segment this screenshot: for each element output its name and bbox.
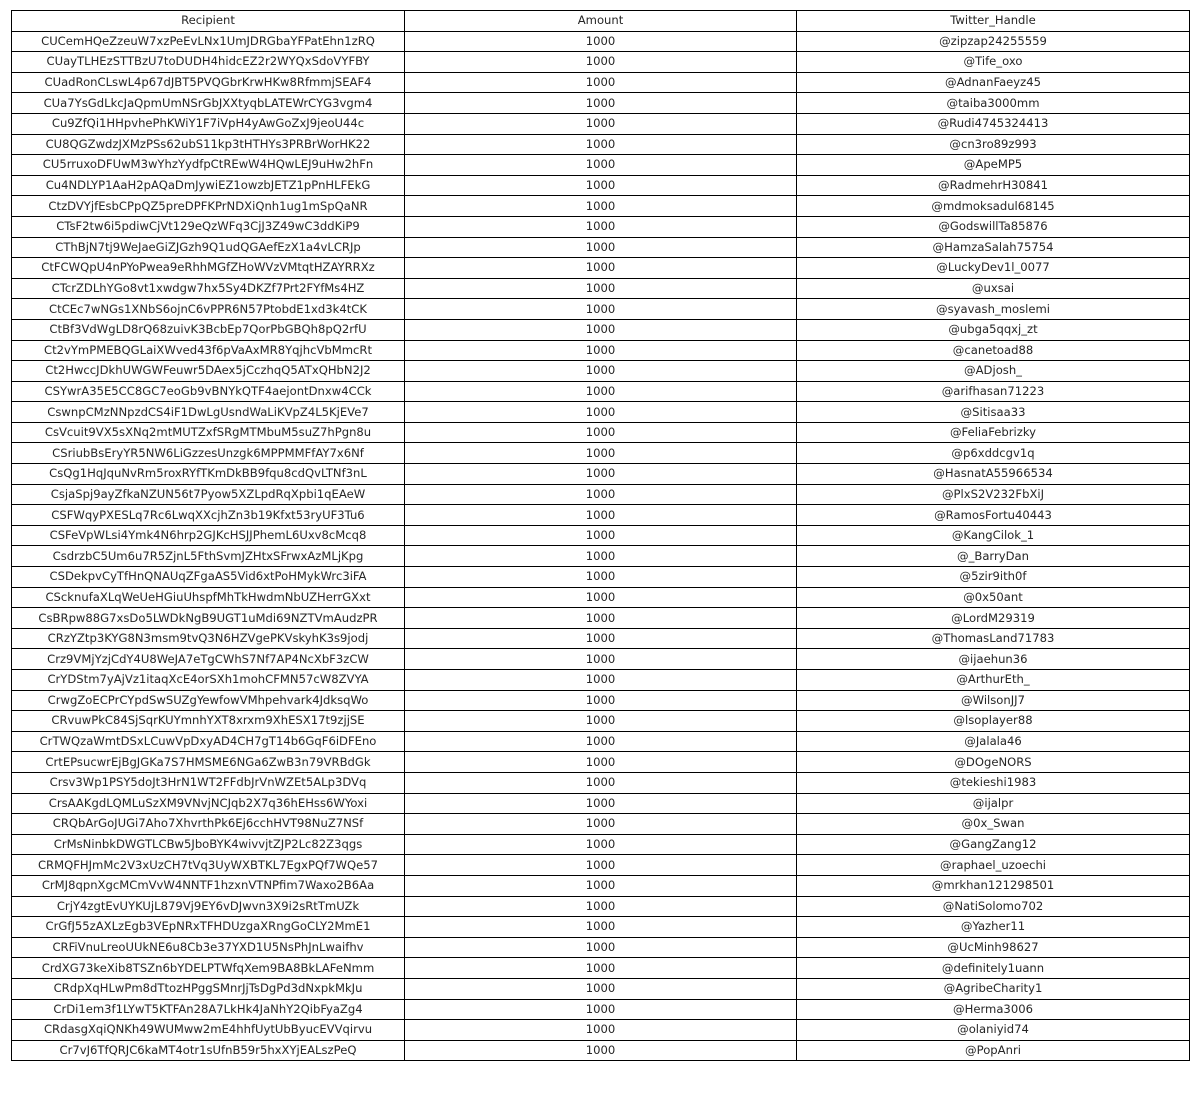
cell-recipient: CScknufaXLqWeUeHGiuUhspfMhTkHwdmNbUZHerrGXxt bbox=[12, 587, 405, 608]
table-row bbox=[12, 278, 1190, 299]
cell-amount: 1000 bbox=[405, 999, 797, 1020]
cell-recipient: CrDi1em3f1LYwT5KTFAn28A7LkHk4JaNhY2QibFyaZg4 bbox=[12, 999, 405, 1020]
cell-recipient: CsdrzbC5Um6u7R5ZjnL5FthSvmJZHtxSFrwxAzMLjKpg bbox=[12, 546, 405, 567]
cell-recipient: CRdasgXqiQNKh49WUMww2mE4hhfUytUbByucEVVqirvu bbox=[12, 1020, 405, 1041]
cell-twitter-handle: @HasnatA55966534 bbox=[797, 464, 1190, 485]
cell-twitter-handle: @ADjosh_ bbox=[797, 361, 1190, 382]
table-row bbox=[12, 1040, 1190, 1061]
cell-recipient: CswnpCMzNNpzdCS4iF1DwLgUsndWaLiKVpZ4L5KjEVe7 bbox=[12, 402, 405, 423]
table-row bbox=[12, 319, 1190, 340]
cell-amount: 1000 bbox=[405, 402, 797, 423]
cell-amount: 1000 bbox=[405, 340, 797, 361]
table-row bbox=[12, 917, 1190, 938]
cell-recipient: CRvuwPkC84SjSqrKUYmnhYXT8xrxm9XhESX17t9zjjSE bbox=[12, 711, 405, 732]
cell-twitter-handle: @uxsai bbox=[797, 278, 1190, 299]
cell-twitter-handle: @0x50ant bbox=[797, 587, 1190, 608]
cell-recipient: CRQbArGoJUGi7Aho7XhvrthPk6Ej6cchHVT98NuZ7NSf bbox=[12, 814, 405, 835]
cell-recipient: CThBjN7tj9WeJaeGiZJGzh9Q1udQGAefEzX1a4vLCRJp bbox=[12, 237, 405, 258]
cell-amount: 1000 bbox=[405, 896, 797, 917]
cell-recipient: CUayTLHEzSTTBzU7toDUDH4hidcEZ2r2WYQxSdoVYFBY bbox=[12, 52, 405, 73]
cell-twitter-handle: @zipzap24255559 bbox=[797, 31, 1190, 52]
table-row bbox=[12, 361, 1190, 382]
table-body bbox=[12, 31, 1190, 1061]
cell-recipient: CRzYZtp3KYG8N3msm9tvQ3N6HZVgePKVskyhK3s9jodj bbox=[12, 628, 405, 649]
cell-twitter-handle: @KangCilok_1 bbox=[797, 525, 1190, 546]
cell-recipient: CtBf3VdWgLD8rQ68zuivK3BcbEp7QorPbGBQh8pQ2rfU bbox=[12, 319, 405, 340]
cell-amount: 1000 bbox=[405, 567, 797, 588]
cell-amount: 1000 bbox=[405, 628, 797, 649]
cell-twitter-handle: @mdmoksadul68145 bbox=[797, 196, 1190, 217]
table-row bbox=[12, 670, 1190, 691]
cell-twitter-handle: @ijaehun36 bbox=[797, 649, 1190, 670]
table-header-row bbox=[12, 11, 1190, 32]
cell-twitter-handle: @raphael_uzoechi bbox=[797, 855, 1190, 876]
cell-amount: 1000 bbox=[405, 237, 797, 258]
table-row bbox=[12, 978, 1190, 999]
cell-recipient: CrjY4zgtEvUYKUjL879Vj9EY6vDJwvn3X9i2sRtTmUZk bbox=[12, 896, 405, 917]
table-row bbox=[12, 402, 1190, 423]
cell-twitter-handle: @ApeMP5 bbox=[797, 155, 1190, 176]
table-row bbox=[12, 299, 1190, 320]
table-row bbox=[12, 608, 1190, 629]
recipients-table-container bbox=[11, 10, 1189, 1061]
cell-twitter-handle: @WilsonJJ7 bbox=[797, 690, 1190, 711]
cell-twitter-handle: @definitely1uann bbox=[797, 958, 1190, 979]
cell-twitter-handle: @UcMinh98627 bbox=[797, 937, 1190, 958]
cell-recipient: CrTWQzaWmtDSxLCuwVpDxyAD4CH7gT14b6GqF6iDFEno bbox=[12, 731, 405, 752]
cell-recipient: Cr7vJ6TfQRJC6kaMT4otr1sUfnB59r5hxXYjEALszPeQ bbox=[12, 1040, 405, 1061]
cell-amount: 1000 bbox=[405, 464, 797, 485]
cell-amount: 1000 bbox=[405, 175, 797, 196]
table-row bbox=[12, 464, 1190, 485]
table-row bbox=[12, 690, 1190, 711]
column-header-amount: Amount bbox=[405, 11, 797, 32]
cell-amount: 1000 bbox=[405, 1020, 797, 1041]
table-row bbox=[12, 237, 1190, 258]
cell-twitter-handle: @PopAnri bbox=[797, 1040, 1190, 1061]
cell-amount: 1000 bbox=[405, 134, 797, 155]
cell-recipient: Crz9VMjYzjCdY4U8WeJA7eTgCWhS7Nf7AP4NcXbF3zCW bbox=[12, 649, 405, 670]
cell-recipient: CsQg1HqJquNvRm5roxRYfTKmDkBB9fqu8cdQvLTNf3nL bbox=[12, 464, 405, 485]
cell-twitter-handle: @HamzaSalah75754 bbox=[797, 237, 1190, 258]
cell-amount: 1000 bbox=[405, 649, 797, 670]
cell-amount: 1000 bbox=[405, 958, 797, 979]
column-header-twitter-handle: Twitter_Handle bbox=[797, 11, 1190, 32]
cell-recipient: CtCEc7wNGs1XNbS6ojnC6vPPR6N57PtobdE1xd3k4tCK bbox=[12, 299, 405, 320]
cell-amount: 1000 bbox=[405, 381, 797, 402]
cell-amount: 1000 bbox=[405, 278, 797, 299]
cell-amount: 1000 bbox=[405, 937, 797, 958]
cell-amount: 1000 bbox=[405, 1040, 797, 1061]
cell-twitter-handle: @_BarryDan bbox=[797, 546, 1190, 567]
column-header-recipient: Recipient bbox=[12, 11, 405, 32]
cell-amount: 1000 bbox=[405, 690, 797, 711]
cell-amount: 1000 bbox=[405, 834, 797, 855]
cell-recipient: Crsv3Wp1PSY5doJt3HrN1WT2FFdbJrVnWZEt5ALp3DVq bbox=[12, 772, 405, 793]
cell-twitter-handle: @Herma3006 bbox=[797, 999, 1190, 1020]
cell-amount: 1000 bbox=[405, 113, 797, 134]
table-row bbox=[12, 258, 1190, 279]
cell-recipient: CsVcuit9VX5sXNq2mtMUTZxfSRgMTMbuM5suZ7hPgn8u bbox=[12, 422, 405, 443]
table-row bbox=[12, 855, 1190, 876]
cell-recipient: CtFCWQpU4nPYoPwea9eRhhMGfZHoWVzVMtqtHZAYRRXz bbox=[12, 258, 405, 279]
table-header bbox=[12, 11, 1190, 32]
cell-amount: 1000 bbox=[405, 978, 797, 999]
cell-amount: 1000 bbox=[405, 216, 797, 237]
cell-recipient: CSYwrA35E5CC8GC7eoGb9vBNYkQTF4aejontDnxw4CCk bbox=[12, 381, 405, 402]
cell-twitter-handle: @syavash_moslemi bbox=[797, 299, 1190, 320]
cell-amount: 1000 bbox=[405, 546, 797, 567]
cell-twitter-handle: @ijalpr bbox=[797, 793, 1190, 814]
table-row bbox=[12, 958, 1190, 979]
cell-recipient: CrdXG73keXib8TSZn6bYDELPTWfqXem9BA8BkLAFeNmm bbox=[12, 958, 405, 979]
table-row bbox=[12, 422, 1190, 443]
cell-recipient: CSFeVpWLsi4Ymk4N6hrp2GJKcHSJJPhemL6Uxv8cMcq8 bbox=[12, 525, 405, 546]
cell-twitter-handle: @FeliaFebrizky bbox=[797, 422, 1190, 443]
cell-twitter-handle: @AgribeCharity1 bbox=[797, 978, 1190, 999]
cell-twitter-handle: @cn3ro89z993 bbox=[797, 134, 1190, 155]
cell-twitter-handle: @p6xddcgv1q bbox=[797, 443, 1190, 464]
cell-twitter-handle: @ArthurEth_ bbox=[797, 670, 1190, 691]
cell-twitter-handle: @0x_Swan bbox=[797, 814, 1190, 835]
cell-twitter-handle: @AdnanFaeyz45 bbox=[797, 72, 1190, 93]
cell-amount: 1000 bbox=[405, 608, 797, 629]
cell-recipient: CrMsNinbkDWGTLCBw5JboBYK4wivvjtZJP2Lc82Z3qgs bbox=[12, 834, 405, 855]
cell-amount: 1000 bbox=[405, 258, 797, 279]
table-row bbox=[12, 381, 1190, 402]
table-row bbox=[12, 731, 1190, 752]
table-row bbox=[12, 1020, 1190, 1041]
table-row bbox=[12, 505, 1190, 526]
cell-twitter-handle: @LordM29319 bbox=[797, 608, 1190, 629]
table-row bbox=[12, 937, 1190, 958]
table-row bbox=[12, 155, 1190, 176]
table-row bbox=[12, 999, 1190, 1020]
cell-recipient: CSDekpvCyTfHnQNAUqZFgaAS5Vid6xtPoHMykWrc3iFA bbox=[12, 567, 405, 588]
cell-amount: 1000 bbox=[405, 814, 797, 835]
cell-twitter-handle: @arifhasan71223 bbox=[797, 381, 1190, 402]
cell-recipient: CrwgZoECPrCYpdSwSUZgYewfowVMhpehvark4JdksqWo bbox=[12, 690, 405, 711]
cell-recipient: CUadRonCLswL4p67dJBT5PVQGbrKrwHKw8RfmmjSEAF4 bbox=[12, 72, 405, 93]
cell-recipient: CrsAAKgdLQMLuSzXM9VNvjNCJqb2X7q36hEHss6WYoxi bbox=[12, 793, 405, 814]
table-row bbox=[12, 711, 1190, 732]
cell-twitter-handle: @tekieshi1983 bbox=[797, 772, 1190, 793]
cell-recipient: CUCemHQeZzeuW7xzPeEvLNx1UmJDRGbaYFPatEhn1zRQ bbox=[12, 31, 405, 52]
cell-recipient: CTcrZDLhYGo8vt1xwdgw7hx5Sy4DKZf7Prt2FYfMs4HZ bbox=[12, 278, 405, 299]
cell-twitter-handle: @NatiSolomo702 bbox=[797, 896, 1190, 917]
cell-twitter-handle: @canetoad88 bbox=[797, 340, 1190, 361]
cell-recipient: CRMQFHJmMc2V3xUzCH7tVq3UyWXBTKL7EgxPQf7WQe57 bbox=[12, 855, 405, 876]
cell-recipient: CTsF2tw6i5pdiwCjVt129eQzWFq3CjJ3Z49wC3ddKiP9 bbox=[12, 216, 405, 237]
cell-amount: 1000 bbox=[405, 52, 797, 73]
cell-twitter-handle: @Yazher11 bbox=[797, 917, 1190, 938]
cell-twitter-handle: @DOgeNORS bbox=[797, 752, 1190, 773]
table-row bbox=[12, 134, 1190, 155]
recipients-table bbox=[11, 10, 1190, 1061]
cell-amount: 1000 bbox=[405, 155, 797, 176]
cell-amount: 1000 bbox=[405, 31, 797, 52]
table-row bbox=[12, 72, 1190, 93]
table-row bbox=[12, 875, 1190, 896]
cell-amount: 1000 bbox=[405, 299, 797, 320]
table-row bbox=[12, 752, 1190, 773]
cell-twitter-handle: @mrkhan121298501 bbox=[797, 875, 1190, 896]
cell-twitter-handle: @GodswillTa85876 bbox=[797, 216, 1190, 237]
cell-amount: 1000 bbox=[405, 361, 797, 382]
cell-recipient: CU5rruxoDFUwM3wYhzYydfpCtREwW4HQwLEJ9uHw2hFn bbox=[12, 155, 405, 176]
table-row bbox=[12, 546, 1190, 567]
table-row bbox=[12, 772, 1190, 793]
cell-twitter-handle: @olaniyid74 bbox=[797, 1020, 1190, 1041]
cell-amount: 1000 bbox=[405, 505, 797, 526]
cell-amount: 1000 bbox=[405, 670, 797, 691]
cell-twitter-handle: @5zir9ith0f bbox=[797, 567, 1190, 588]
cell-twitter-handle: @RamosFortu40443 bbox=[797, 505, 1190, 526]
table-row bbox=[12, 567, 1190, 588]
cell-twitter-handle: @LuckyDev1l_0077 bbox=[797, 258, 1190, 279]
cell-amount: 1000 bbox=[405, 917, 797, 938]
table-row bbox=[12, 340, 1190, 361]
cell-recipient: Ct2vYmPMEBQGLaiXWved43f6pVaAxMR8YqjhcVbMmcRt bbox=[12, 340, 405, 361]
table-row bbox=[12, 793, 1190, 814]
cell-twitter-handle: @Sitisaa33 bbox=[797, 402, 1190, 423]
cell-amount: 1000 bbox=[405, 196, 797, 217]
table-row bbox=[12, 814, 1190, 835]
cell-amount: 1000 bbox=[405, 587, 797, 608]
table-row bbox=[12, 196, 1190, 217]
table-row bbox=[12, 628, 1190, 649]
cell-recipient: CrYDStm7yAjVz1itaqXcE4orSXh1mohCFMN57cW8ZVYA bbox=[12, 670, 405, 691]
cell-recipient: Cu9ZfQi1HHpvhePhKWiY1F7iVpH4yAwGoZxJ9jeoU44c bbox=[12, 113, 405, 134]
table-row bbox=[12, 484, 1190, 505]
cell-amount: 1000 bbox=[405, 72, 797, 93]
cell-amount: 1000 bbox=[405, 875, 797, 896]
cell-amount: 1000 bbox=[405, 319, 797, 340]
table-row bbox=[12, 52, 1190, 73]
cell-twitter-handle: @GangZang12 bbox=[797, 834, 1190, 855]
cell-amount: 1000 bbox=[405, 731, 797, 752]
cell-amount: 1000 bbox=[405, 793, 797, 814]
table-row bbox=[12, 216, 1190, 237]
cell-twitter-handle: @ubga5qqxj_zt bbox=[797, 319, 1190, 340]
table-row bbox=[12, 896, 1190, 917]
cell-recipient: CRFiVnuLreoUUkNE6u8Cb3e37YXD1U5NsPhJnLwaifhv bbox=[12, 937, 405, 958]
cell-amount: 1000 bbox=[405, 525, 797, 546]
cell-twitter-handle: @RadmehrH30841 bbox=[797, 175, 1190, 196]
cell-amount: 1000 bbox=[405, 422, 797, 443]
cell-amount: 1000 bbox=[405, 484, 797, 505]
cell-recipient: CsjaSpj9ayZfkaNZUN56t7Pyow5XZLpdRqXpbi1qEAeW bbox=[12, 484, 405, 505]
table-row bbox=[12, 31, 1190, 52]
cell-amount: 1000 bbox=[405, 772, 797, 793]
cell-recipient: CrGfJ55zAXLzEgb3VEpNRxTFHDUzgaXRngGoCLY2MmE1 bbox=[12, 917, 405, 938]
cell-amount: 1000 bbox=[405, 443, 797, 464]
cell-recipient: CsBRpw88G7xsDo5LWDkNgB9UGT1uMdi69NZTVmAudzPR bbox=[12, 608, 405, 629]
cell-recipient: CrMJ8qpnXgcMCmVvW4NNTF1hzxnVTNPfim7Waxo2B6Aa bbox=[12, 875, 405, 896]
cell-recipient: CrtEPsucwrEjBgJGKa7S7HMSME6NGa6ZwB3n79VRBdGk bbox=[12, 752, 405, 773]
cell-amount: 1000 bbox=[405, 855, 797, 876]
cell-recipient: CSriubBsEryYR5NW6LiGzzesUnzgk6MPPMMFfAY7x6Nf bbox=[12, 443, 405, 464]
cell-twitter-handle: @taiba3000mm bbox=[797, 93, 1190, 114]
cell-amount: 1000 bbox=[405, 93, 797, 114]
cell-amount: 1000 bbox=[405, 711, 797, 732]
cell-recipient: CU8QGZwdzJXMzPSs62ubS11kp3tHTHYs3PRBrWorHK22 bbox=[12, 134, 405, 155]
cell-twitter-handle: @lsoplayer88 bbox=[797, 711, 1190, 732]
cell-recipient: CRdpXqHLwPm8dTtozHPggSMnrJjTsDgPd3dNxpkMkJu bbox=[12, 978, 405, 999]
table-row bbox=[12, 834, 1190, 855]
cell-recipient: CtzDVYjfEsbCPpQZ5preDPFKPrNDXiQnh1ug1mSpQaNR bbox=[12, 196, 405, 217]
table-row bbox=[12, 93, 1190, 114]
table-row bbox=[12, 113, 1190, 134]
cell-twitter-handle: @Jalala46 bbox=[797, 731, 1190, 752]
cell-recipient: Cu4NDLYP1AaH2pAQaDmJywiEZ1owzbJETZ1pPnHLFEkG bbox=[12, 175, 405, 196]
table-row bbox=[12, 525, 1190, 546]
table-row bbox=[12, 443, 1190, 464]
cell-twitter-handle: @ThomasLand71783 bbox=[797, 628, 1190, 649]
table-row bbox=[12, 175, 1190, 196]
table-row bbox=[12, 649, 1190, 670]
cell-twitter-handle: @Tife_oxo bbox=[797, 52, 1190, 73]
table-row bbox=[12, 587, 1190, 608]
cell-recipient: CSFWqyPXESLq7Rc6LwqXXcjhZn3b19Kfxt53ryUF3Tu6 bbox=[12, 505, 405, 526]
cell-recipient: CUa7YsGdLkcJaQpmUmNSrGbJXXtyqbLATEWrCYG3vgm4 bbox=[12, 93, 405, 114]
cell-amount: 1000 bbox=[405, 752, 797, 773]
cell-twitter-handle: @Rudi4745324413 bbox=[797, 113, 1190, 134]
cell-recipient: Ct2HwccJDkhUWGWFeuwr5DAex5jCczhqQ5ATxQHbN2J2 bbox=[12, 361, 405, 382]
cell-twitter-handle: @PlxS2V232FbXiJ bbox=[797, 484, 1190, 505]
